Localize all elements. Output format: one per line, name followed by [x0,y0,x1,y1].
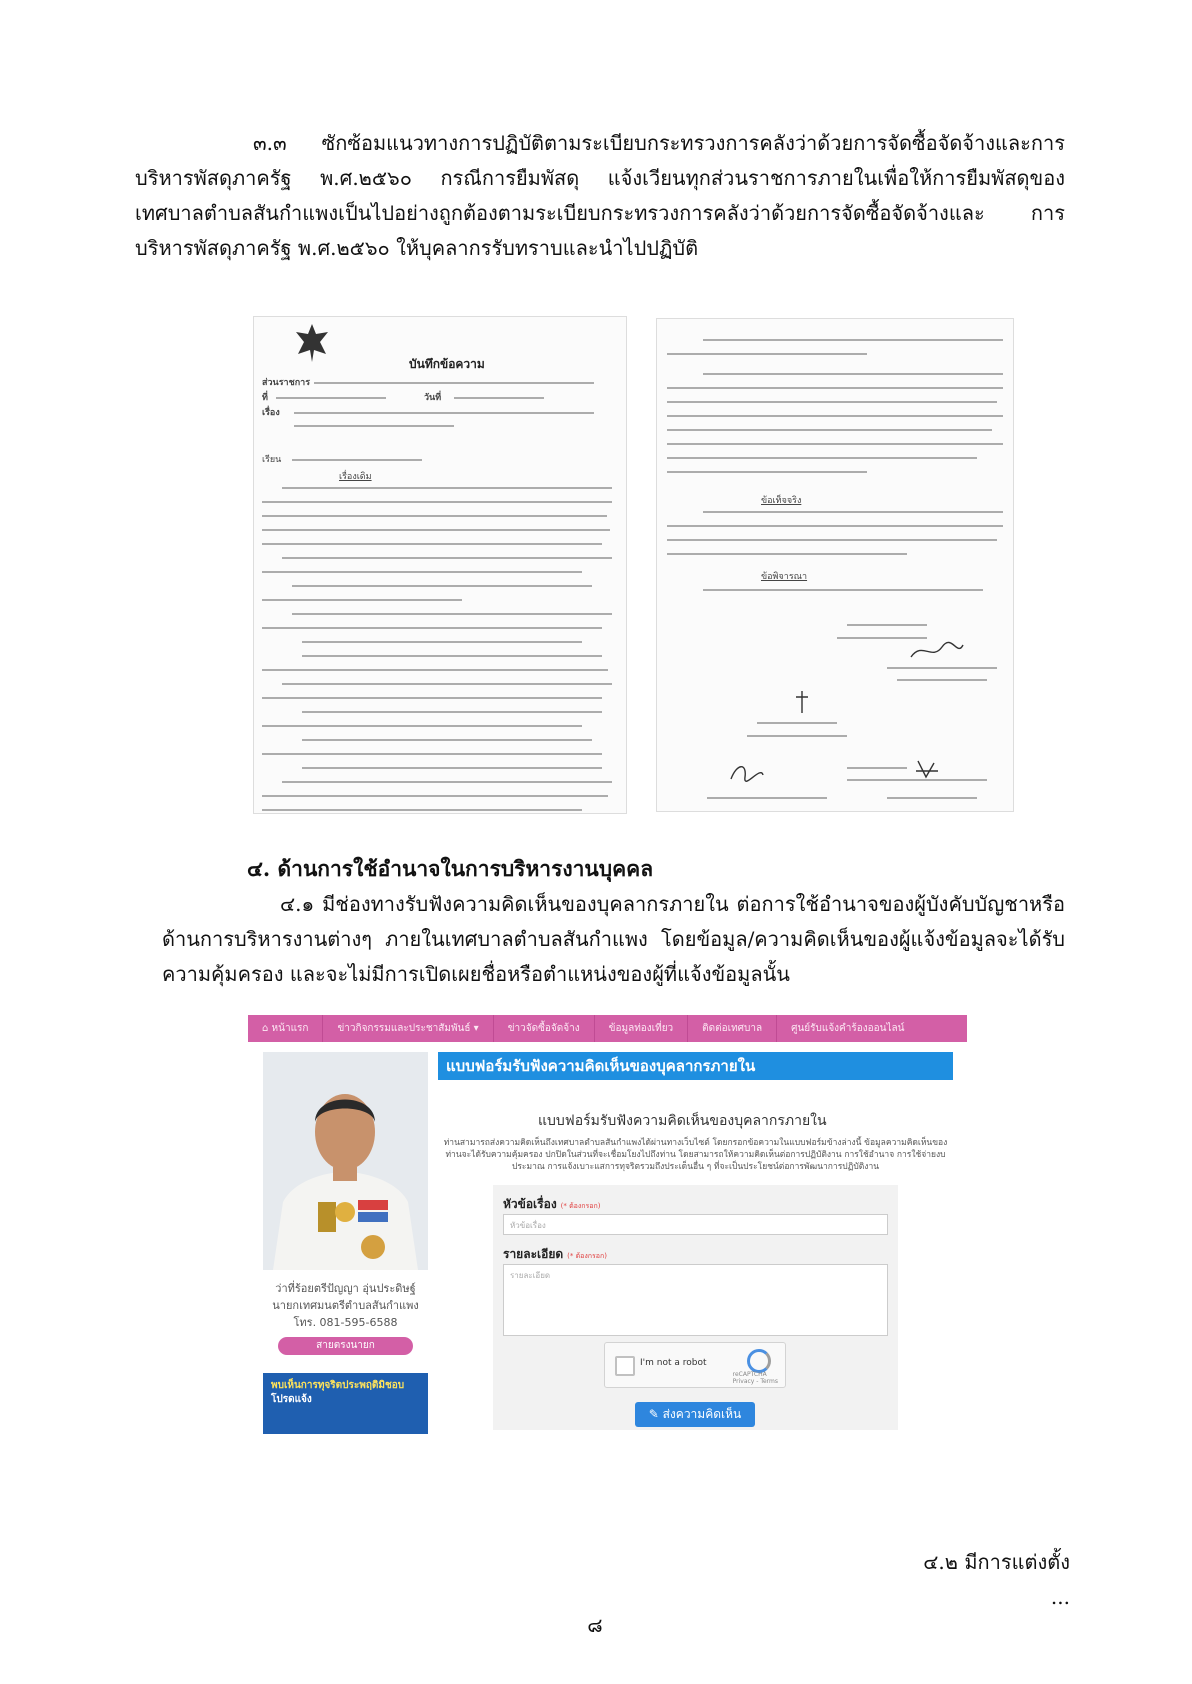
mayor-name: ว่าที่ร้อยตรีปัญญา อุ่นประดิษฐ์ [275,1282,416,1295]
mayor-info [263,1280,428,1331]
nav-item-online-complaint[interactable]: ศูนย์รับแจ้งคำร้องออนไลน์ [791,1023,905,1034]
recaptcha-checkbox[interactable] [615,1356,635,1376]
form-header-bar: แบบฟอร์มรับฟังความคิดเห็นของบุคลากรภายใน [438,1052,953,1080]
detail-label: รายละเอียด (* ต้องกรอก) [503,1247,607,1261]
detail-required-note: (* ต้องกรอก) [567,1252,607,1260]
memo-date-label: วันที่ [424,393,442,403]
mayor-title: นายกเทศมนตรีตำบลสันกำแพง [272,1299,419,1312]
section-4-heading: ๔. ด้านการใช้อำนาจในการบริหารงานบุคคล [247,856,654,881]
signature-3-icon [727,759,767,785]
site-nav-bar [248,1015,967,1042]
memo-to-label: เรียน [262,455,282,465]
memo-dept-label: ส่วนราชการ [262,378,311,388]
paragraph-3-3: ๓.๓ ซักซ้อมแนวทางการปฏิบัติตามระเบียบกระทรวงการคลังว่าด้วยการจัดซื้อจัดจ้างและการบริหารพัสดุภาครัฐ พ.ศ.๒๕๖๐ กรณีการยืมพัสดุ แจ้งเวียนทุกส่วนราชการภายในเพื่อให้การยืมพัสดุของเทศบาลตำบลสันกำแพงเป็นไปอย่างถูกต้องตามระเบียบกระทรวงการคลังว่าด้วยการจัดซื้อจัดจ้างและ การบริหารพัสดุภาครัฐ พ.ศ.๒๕๖๐ ให้บุคลากรรับทราบและนำไปปฏิบัติ [135,131,1065,260]
recaptcha-label: I'm not a robot [640,1358,707,1368]
garuda-emblem-icon [292,322,332,364]
memo-facts-label: ข้อเท็จจริง [761,496,802,506]
memo-title: บันทึกข้อความ [409,357,485,371]
recaptcha-widget[interactable] [604,1342,786,1388]
mayor-photo [263,1052,428,1270]
memo-scan-page-2 [656,318,1014,812]
recaptcha-logo-icon [747,1349,771,1373]
subject-label: หัวข้อเรื่อง (* ต้องกรอก) [503,1197,601,1211]
next-item-continuation: ๔.๒ มีการแต่งตั้ง ... [923,1550,1070,1609]
form-description: ท่านสามารถส่งความคิดเห็นถึงเทศบาลตำบลสันกำแพงได้ผ่านทางเว็บไซต์ โดยกรอกข้อความในแบบฟอร์มข้างล่างนี้ ข้อมูลความคิดเห็นของท่านจะได้รับความคุ้มครอง ปกปิดในส่วนที่จะเชื่อมโยงไปถึงท่าน โดยสามารถให้ความคิดเห็นต่อการปฏิบัติงาน การใช้อำนาจ การใช้จ่ายงบประมาณ การแจ้งเบาะแสการทุจริตรวมถึงประเด็นอื่น ๆ ที่จะเป็นประโยชน์ต่อการพัฒนาการปฏิบัติงาน [443,1138,948,1172]
report-line-1: พบเห็นการทุจริตประพฤติมิชอบ [271,1380,405,1391]
feedback-website-screenshot [248,1015,967,1434]
page-number: ๘ [587,1613,603,1637]
signature-1-icon [907,639,967,663]
report-line-2: โปรดแจ้ง [271,1394,312,1405]
memo-proposal-label: ข้อพิจารณา [761,572,808,582]
mayor-phone: โทร. 081-595-6588 [293,1316,398,1329]
nav-item-news[interactable]: ข่าวกิจกรรมและประชาสัมพันธ์ ▾ [323,1015,493,1042]
memo-no-label: ที่ [262,393,268,403]
memo-background-label: เรื่องเดิม [339,472,372,482]
nav-item-contact[interactable]: ติดต่อเทศบาล [688,1015,777,1042]
direct-line-button[interactable]: สายตรงนายก [278,1337,413,1355]
submit-feedback-button[interactable]: ✎ ส่งความคิดเห็น [635,1402,755,1427]
signature-2-icon [792,689,812,715]
memo-scan-page-1 [253,316,627,814]
memo-subject-label: เรื่อง [262,408,280,418]
nav-item-procurement[interactable]: ข่าวจัดซื้อจัดจ้าง [494,1015,595,1042]
subject-input[interactable]: หัวข้อเรื่อง [503,1214,888,1235]
recaptcha-brand: reCAPTCHA Privacy - Terms [732,1371,778,1385]
detail-textarea[interactable]: รายละเอียด [503,1264,888,1336]
form-title: แบบฟอร์มรับฟังความคิดเห็นของบุคลากรภายใน [538,1113,827,1129]
signature-4-icon [912,757,942,781]
paragraph-4-1: ๔.๑ มีช่องทางรับฟังความคิดเห็นของบุคลากรภายใน ต่อการใช้อำนาจของผู้บังคับบัญชาหรือด้านการบริหารงานต่างๆ ภายในเทศบาลตำบลสันกำแพง โดยข้อมูล/ความคิดเห็นของผู้แจ้งข้อมูลจะได้รับความคุ้มครอง และจะไม่มีการเปิดเผยชื่อหรือตำแหน่งของผู้ที่แจ้งข้อมูลนั้น [162,892,1065,986]
report-corruption-banner[interactable] [263,1373,428,1434]
nav-item-tourism[interactable]: ข้อมูลท่องเที่ยว [595,1015,689,1042]
nav-item-home[interactable]: ⌂ หน้าแรก [248,1015,323,1042]
subject-required-note: (* ต้องกรอก) [560,1202,601,1210]
